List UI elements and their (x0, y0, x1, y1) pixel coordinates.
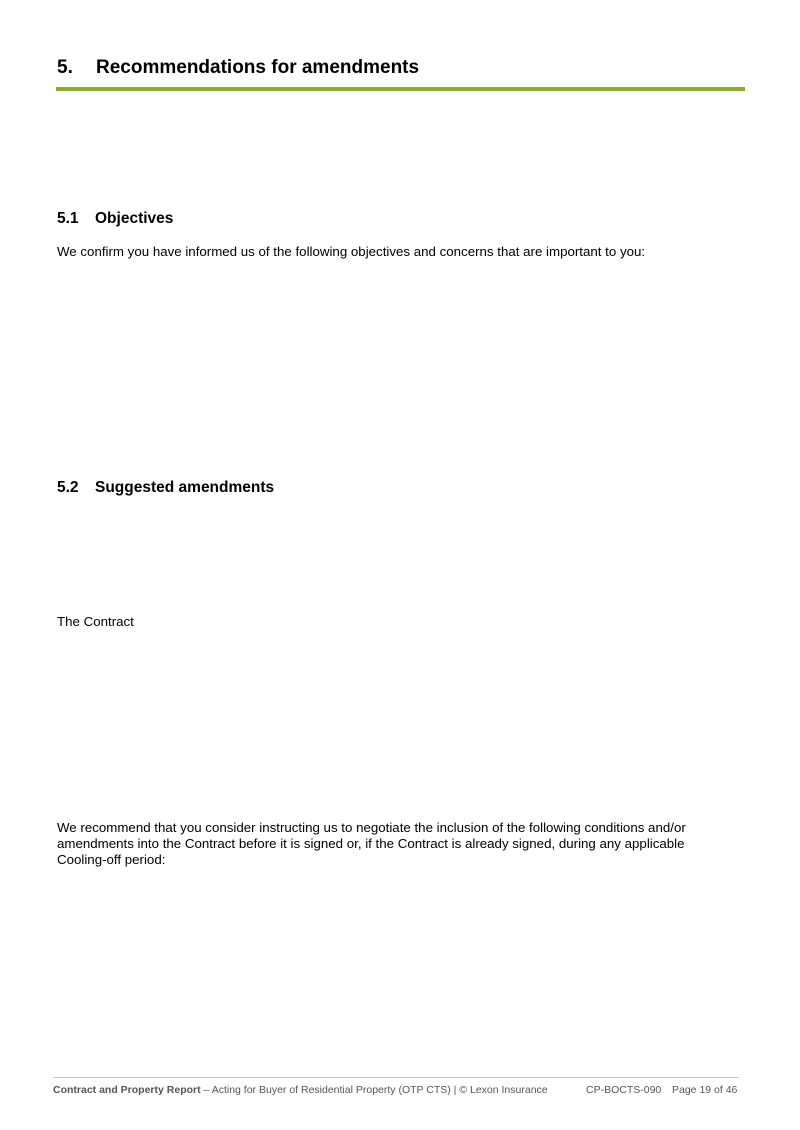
objectives-text: We confirm you have informed us of the following objectives and concerns that are important to you: (57, 244, 646, 259)
section-title: Suggested amendments (95, 479, 275, 496)
page-heading (57, 57, 419, 79)
footer-report-subtitle: – Acting for Buyer of Residential Property (OTP CTS) | © Lexon Insurance (200, 1084, 548, 1096)
section-number: 5.1 (57, 210, 79, 227)
footer-doc-code: CP-BOCTS-090 (586, 1084, 662, 1096)
footer-divider (53, 1077, 739, 1078)
contract-subheading: The Contract (57, 614, 134, 629)
section-number: 5.2 (57, 479, 79, 496)
section-amendments-heading (57, 479, 274, 497)
heading-title: Recommendations for amendments (96, 57, 420, 78)
section-objectives-heading (57, 210, 173, 228)
amendments-text: We recommend that you consider instructing us to negotiate the inclusion of the following conditions and/or amendments into the Contract before it is signed or, if the Contract is already signed, during any applicable Cooling-off period: (57, 820, 686, 867)
heading-divider (56, 87, 745, 91)
section-title: Objectives (95, 210, 174, 227)
footer-report-name: Contract and Property Report (53, 1084, 201, 1096)
footer-page-number: Page 19 of 46 (672, 1084, 738, 1096)
heading-number: 5. (57, 57, 73, 78)
footer-report-title (53, 1084, 548, 1096)
